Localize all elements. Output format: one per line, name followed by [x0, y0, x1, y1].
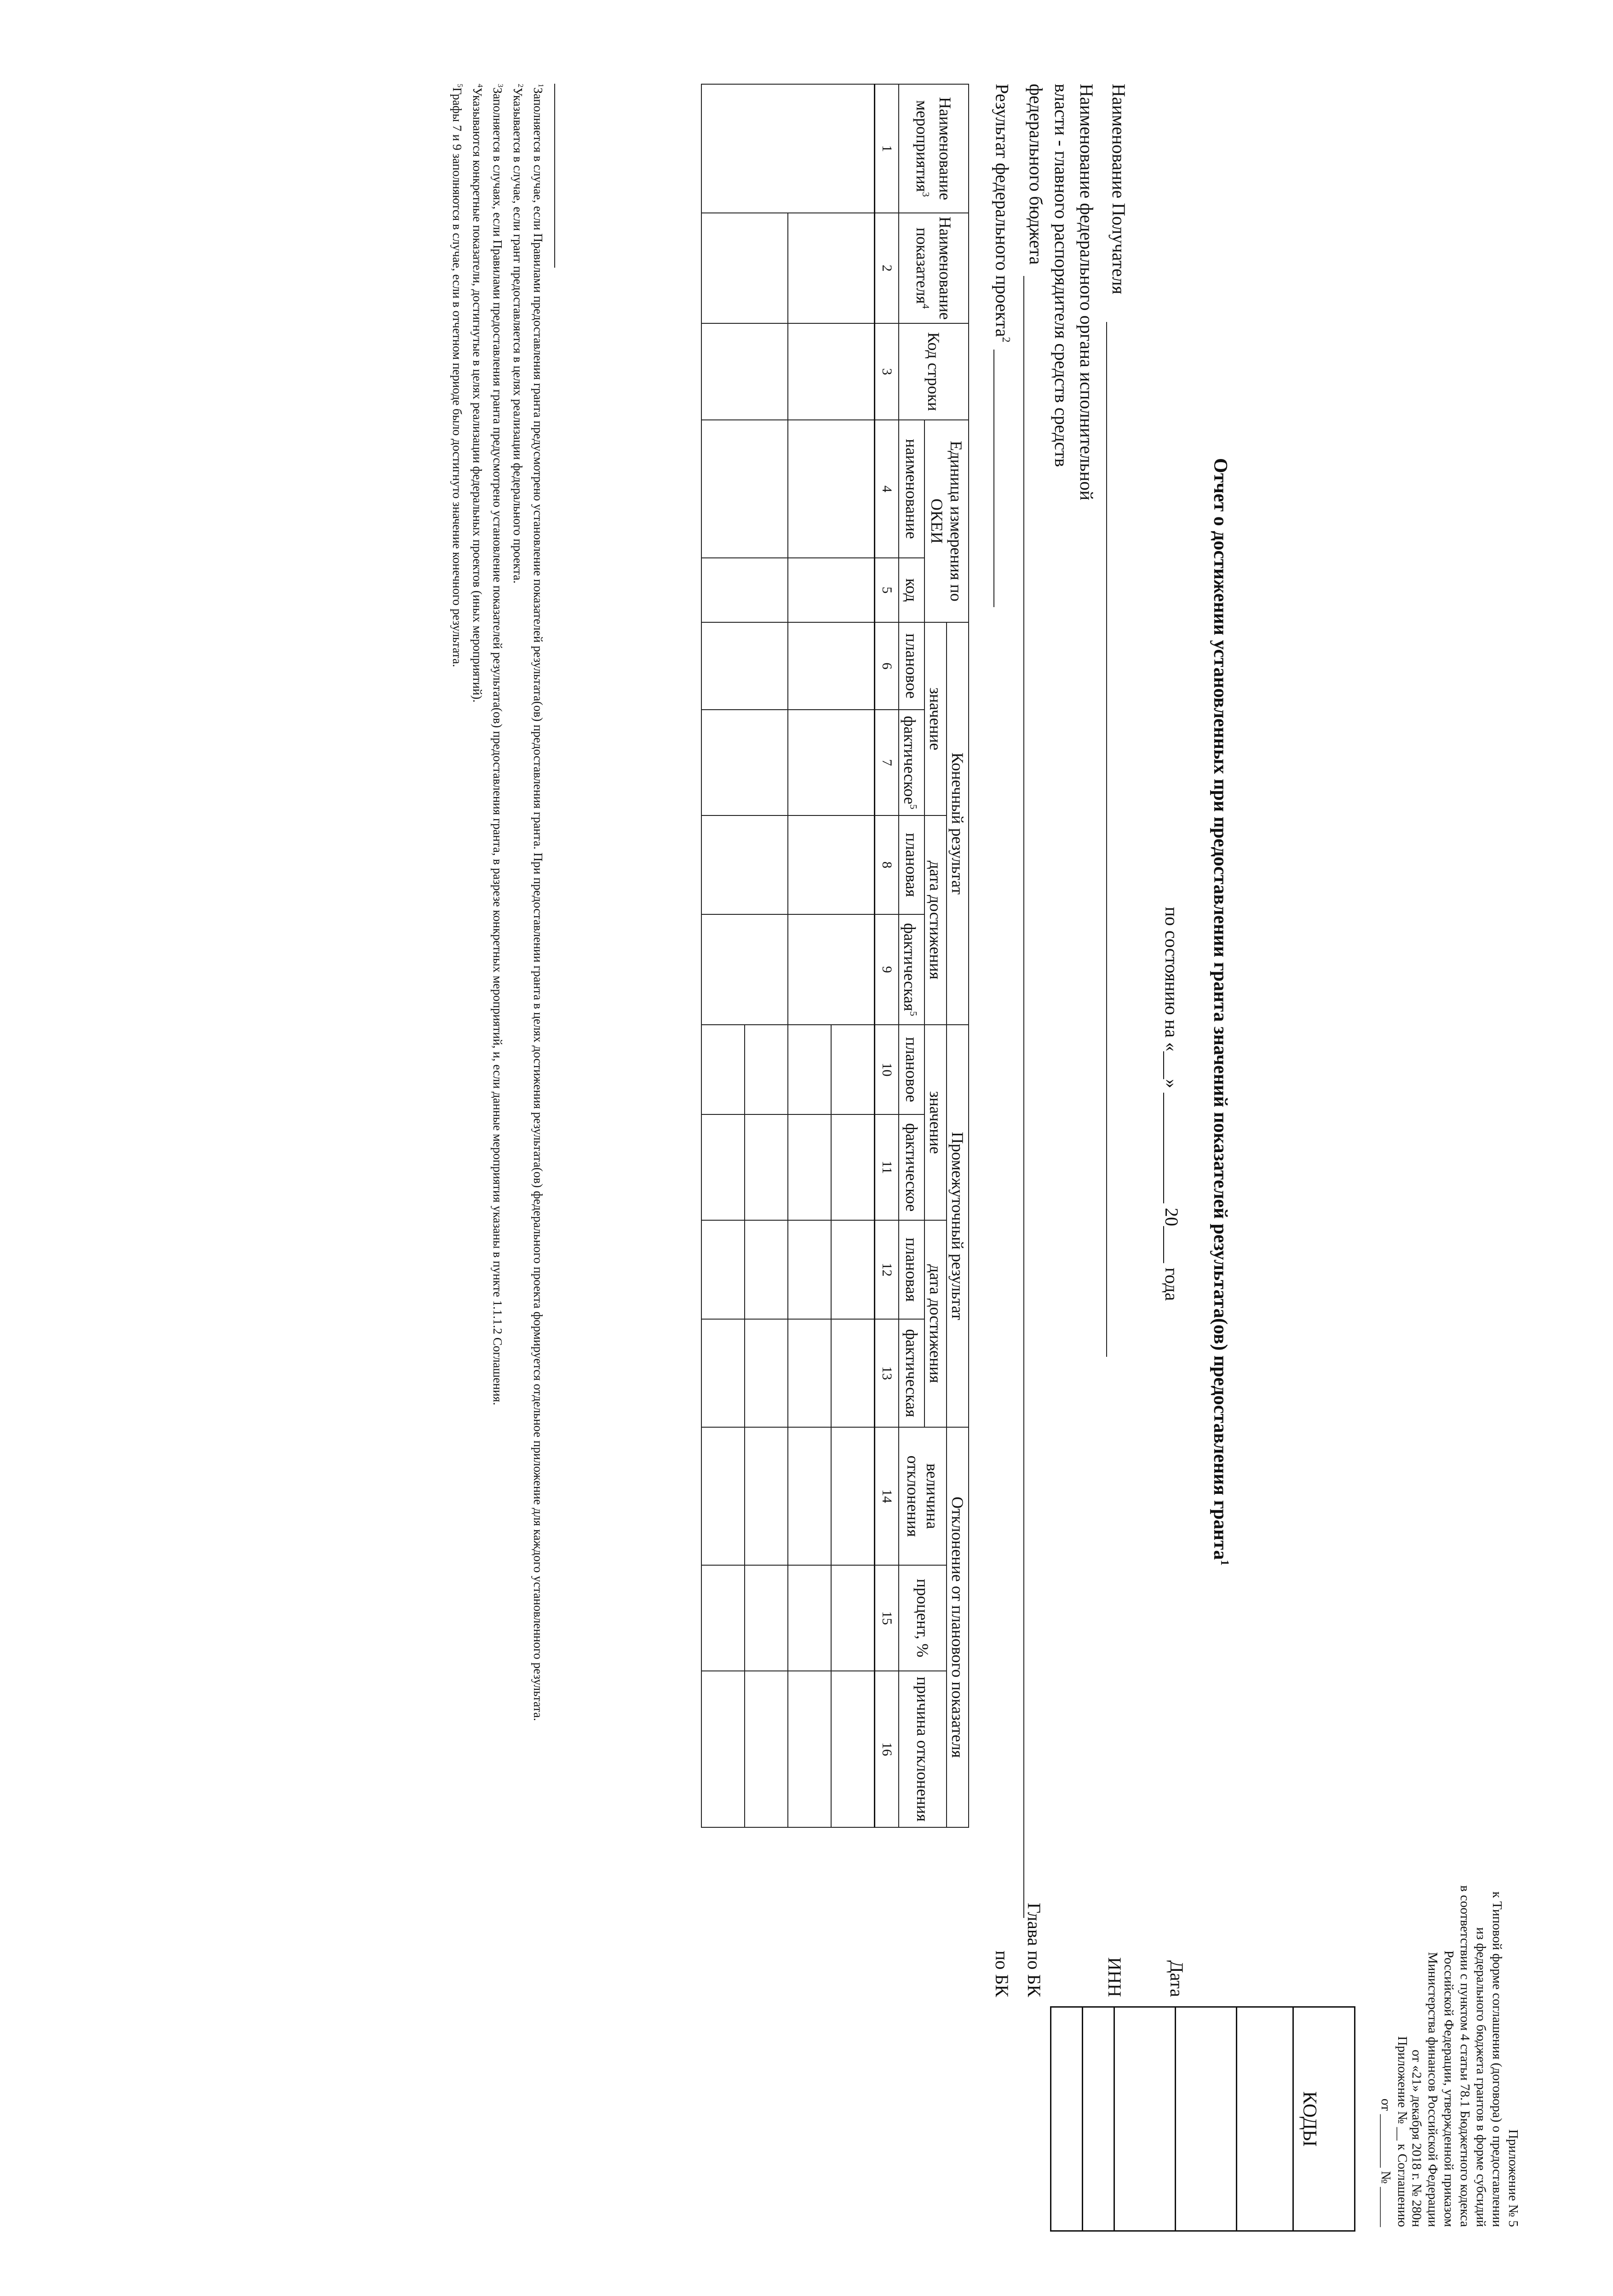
col-number: 12 [875, 1220, 899, 1319]
data-cell[interactable] [788, 622, 875, 710]
indicator-note: 4 [920, 304, 931, 309]
data-cell[interactable] [701, 1025, 745, 1114]
dev-value-header: величина отклонения [899, 1427, 947, 1565]
col-indicator-header: Наименование показателя$^4$ [899, 213, 969, 323]
agency-line[interactable] [1023, 276, 1024, 1918]
col-unit-header: Единица измерения по ОКЕИ [924, 420, 969, 622]
col-number: 9 [875, 914, 899, 1025]
data-cell[interactable] [831, 1220, 875, 1319]
data-cell[interactable] [831, 1565, 875, 1671]
label-bk: по БК [992, 1950, 1012, 1997]
col-number: 1 [875, 84, 899, 213]
final-plan-value-header: плановое [899, 622, 924, 710]
codes-header: КОДЫ [1293, 2007, 1355, 2231]
interim-value-header: значение [924, 1025, 947, 1220]
unit-code-cell[interactable] [788, 558, 875, 622]
project-footnote-mark: 2 [1000, 337, 1012, 343]
code-bk-cell[interactable] [1083, 2007, 1114, 2231]
project-line[interactable] [993, 350, 994, 607]
label-chapter-bk: Глава по БК [1024, 1903, 1045, 1997]
col-final-header: Конечный результат [947, 622, 969, 1025]
fact-date-note: 5 [908, 1011, 919, 1016]
event-cell[interactable] [701, 84, 875, 213]
unit-name-header: наименование [899, 420, 924, 558]
data-cell[interactable] [745, 1427, 788, 1565]
label-date: Дата [1166, 1960, 1187, 1997]
col-number: 13 [875, 1319, 899, 1427]
data-cell[interactable] [701, 1427, 745, 1565]
interim-fact-value-header: фактическое [899, 1114, 924, 1220]
indicator-cell[interactable] [788, 213, 875, 323]
col-row-code-header: Код строки [899, 323, 969, 420]
data-cell[interactable] [701, 815, 788, 914]
final-date-header: дата достижения [924, 815, 947, 1025]
data-cell[interactable] [788, 1671, 831, 1827]
unit-name-cell[interactable] [701, 420, 788, 558]
recipient-line[interactable] [1106, 322, 1107, 1357]
col-number: 4 [875, 420, 899, 558]
col-number: 7 [875, 710, 899, 815]
agency-label-1: Наименование федерального органа исполнительной [1076, 84, 1097, 500]
dev-pct-header: процент, % [899, 1565, 947, 1671]
data-cell[interactable] [701, 622, 788, 710]
data-cell[interactable] [745, 1671, 788, 1827]
data-cell[interactable] [701, 1114, 745, 1220]
col-deviation-header: Отклонение от планового показателя [947, 1427, 969, 1827]
footnote-2: $^2$Указывается в случае, если грант предоставляется в целях реализации федерального проекта. [511, 84, 525, 584]
col-number: 3 [875, 323, 899, 420]
final-fact-value-header: фактическое$^5$ [899, 710, 924, 815]
data-cell[interactable] [701, 1671, 745, 1827]
col-number: 16 [875, 1671, 899, 1827]
data-cell[interactable] [788, 1025, 831, 1114]
data-cell[interactable] [701, 1565, 745, 1671]
appendix-line: к Типовой форме соглашения (договора) о предоставлении [1490, 1891, 1504, 2227]
col-number: 14 [875, 1427, 899, 1565]
data-cell[interactable] [745, 1565, 788, 1671]
title-footnote-mark: 1 [1218, 1560, 1231, 1566]
data-cell[interactable] [788, 815, 875, 914]
appendix-header [1408, 1629, 1521, 2227]
results-table [701, 84, 969, 1828]
data-cell[interactable] [788, 1114, 831, 1220]
attachment-ref [1378, 1813, 1411, 2227]
appendix-line: из федерального бюджета грантов в форме субсидий [1474, 1927, 1488, 2227]
col-number: 8 [875, 815, 899, 914]
label-inn: ИНН [1104, 1957, 1125, 1997]
footnote-1: $^1$Заполняется в случае, если Правилами предоставления гранта предусмотрено установление показателей результата(ов) предоставления гранта. При предоставлении гранта в целях достижения результата(ов) федерального проекта формируется отдельное приложение для каждого установленного результата. [531, 84, 545, 1721]
codes-box [1050, 2006, 1355, 2232]
interim-fact-date-header: фактическая [899, 1319, 924, 1427]
code-date-cell[interactable] [1237, 2007, 1293, 2231]
fact-note: 5 [908, 804, 919, 809]
row-code-cell[interactable] [788, 323, 875, 420]
footnotes [448, 84, 555, 2015]
footnote-4: $^4$Указываются конкретные показатели, достигнутые в целях реализации федеральных проектов (иных мероприятий). [471, 84, 484, 703]
row-code-cell[interactable] [701, 323, 788, 420]
agency-label-3: федерального бюджета [1026, 84, 1046, 265]
data-cell[interactable] [831, 1427, 875, 1565]
data-cell[interactable] [701, 1319, 745, 1427]
data-cell[interactable] [745, 1319, 788, 1427]
appendix-line: Приложение № 5 [1506, 2129, 1521, 2227]
data-cell[interactable] [788, 1427, 831, 1565]
col-event-header: Наименование мероприятия$^3$ [899, 84, 969, 213]
code-extra-cell[interactable] [1051, 2007, 1083, 2231]
appendix-line: от «21» декабря 2018 г. № 280н [1409, 2049, 1424, 2227]
appendix-line: Российской Федерации, утвержденной приказом [1441, 1950, 1456, 2227]
unit-code-cell[interactable] [701, 558, 788, 622]
attachment-line-2: от ________ № ______ [1378, 2098, 1393, 2227]
data-cell[interactable] [788, 914, 875, 1025]
code-inn-cell[interactable] [1176, 2007, 1237, 2231]
data-cell[interactable] [831, 1671, 875, 1827]
data-cell[interactable] [745, 1114, 788, 1220]
as-of-date: по состоянию на «___» ____________ 20____ года [1161, 907, 1182, 1301]
data-cell[interactable] [831, 1025, 875, 1114]
data-cell[interactable] [701, 914, 788, 1025]
data-cell[interactable] [831, 1319, 875, 1427]
recipient-label: Наименование Получателя [1108, 84, 1129, 294]
col-number: 2 [875, 213, 899, 323]
unit-code-header: код [899, 558, 924, 622]
attachment-line-1: Приложение № __ к Соглашению [1395, 2036, 1410, 2227]
data-cell[interactable] [788, 1565, 831, 1671]
indicator-cell[interactable] [701, 213, 788, 323]
interim-plan-date-header: плановая [899, 1220, 924, 1319]
agency-label-2: власти - главного распорядителя средств средств [1051, 84, 1072, 467]
col-number: 15 [875, 1565, 899, 1671]
data-cell[interactable] [788, 710, 875, 815]
data-cell[interactable] [831, 1114, 875, 1220]
appendix-line: Министерства финансов Российской Федерации [1425, 1952, 1440, 2227]
col-number: 11 [875, 1114, 899, 1220]
data-cell[interactable] [701, 1220, 745, 1319]
col-interim-header: Промежуточный результат [947, 1025, 969, 1427]
final-value-header: значение [924, 622, 947, 815]
footnote-3: $^3$Заполняется в случаях, если Правилами предоставления гранта предусмотрено установление показателей результата(ов) предоставления гранта, в разрезе конкретных мероприятий, и, если данные мероприятия указаны в пункте 1.1.1.2 Соглашения. [491, 84, 505, 1406]
footnote-5: $^5$Графы 7 и 9 заполняются в случае, если в отчетном периоде было достигнуто значение конечного результата. [450, 84, 464, 667]
data-cell[interactable] [788, 1319, 831, 1427]
project-label: Результат федерального проекта$^2$ [992, 84, 1013, 343]
final-fact-date-header: фактическая$^5$ [899, 914, 924, 1025]
data-cell[interactable] [745, 1220, 788, 1319]
dev-reason-header: причина отклонения [899, 1671, 947, 1827]
data-cell[interactable] [788, 1220, 831, 1319]
event-note: 3 [920, 192, 931, 197]
code-chapter-cell[interactable] [1114, 2007, 1176, 2231]
data-cell[interactable] [701, 710, 788, 815]
col-number: 5 [875, 558, 899, 622]
interim-date-header: дата достижения [924, 1220, 947, 1427]
col-number: 10 [875, 1025, 899, 1114]
unit-name-cell[interactable] [788, 420, 875, 558]
report-title: Отчет о достижении установленных при предоставлении гранта значений показателей результата(ов) предоставления гранта$^1$ [1210, 458, 1231, 1566]
interim-plan-value-header: плановое [899, 1025, 924, 1114]
final-plan-date-header: плановая [899, 815, 924, 914]
appendix-line: в соответствии с пунктом 4 статьи 78.1 Бюджетного кодекса [1458, 1885, 1472, 2227]
footnote-separator [554, 84, 555, 268]
data-cell[interactable] [745, 1025, 788, 1114]
col-number: 6 [875, 622, 899, 710]
